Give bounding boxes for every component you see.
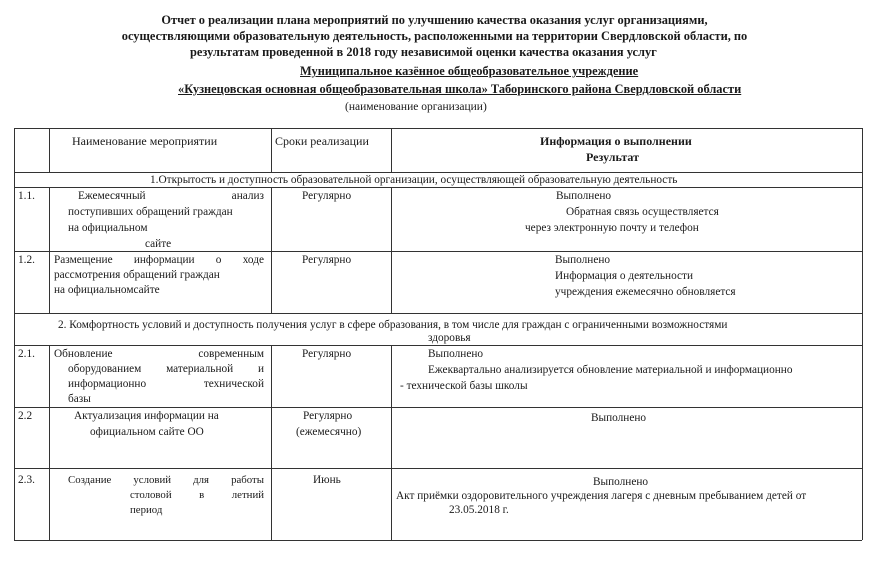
- section-heading: 2. Комфортность условий и доступность получения услуг в сфере образования, в том числе для граждан с ограниченными возможностями: [58, 319, 728, 331]
- table-line: [14, 251, 862, 252]
- event-text: Обновление современным: [54, 348, 264, 360]
- event-text: поступивших обращений граждан: [68, 206, 233, 218]
- column-header-info: Информация о выполнении: [540, 134, 692, 148]
- table-line: [49, 128, 50, 172]
- info-text: - технической базы школы: [400, 380, 528, 392]
- section-heading: здоровья: [428, 332, 471, 344]
- organization-name-line-2: «Кузнецовская основная общеобразовательная школа» Таборинского района Свердловской области: [178, 82, 742, 96]
- deadline-text: Регулярно: [302, 254, 352, 266]
- event-text: оборудованием материальной и: [68, 363, 264, 375]
- table-line: [49, 345, 50, 540]
- column-header-event: Наименование мероприятии: [72, 134, 218, 148]
- table-border-bottom: [14, 540, 862, 541]
- organization-name-line-1: Муниципальное казённое общеобразовательное учреждение: [300, 64, 639, 78]
- report-title-line-2: осуществляющими образовательную деятельность, расположенными на территории Свердловской области, по: [121, 29, 748, 43]
- info-text: Ежеквартально анализируется обновление материальной и информационно: [428, 364, 793, 376]
- info-text: 23.05.2018 г.: [449, 504, 509, 516]
- deadline-text: Регулярно: [303, 410, 353, 422]
- row-number: 2.1.: [18, 348, 35, 360]
- report-title-line-1: Отчет о реализации плана мероприятий по улучшению качества оказания услуг организациями,: [161, 13, 708, 27]
- table-border-top: [14, 128, 862, 129]
- event-text: официальном сайте ОО: [90, 426, 204, 438]
- section-heading: 1.Открытость и доступность образовательной организации, осуществляющей образовательную деятельность: [150, 174, 678, 186]
- info-text: Выполнено: [593, 476, 649, 488]
- event-text: Создание условий для работы: [68, 474, 264, 486]
- table-line: [14, 313, 862, 314]
- table-line: [391, 345, 392, 540]
- info-text: Выполнено: [591, 412, 647, 424]
- event-text: Ежемесячный анализ: [78, 190, 264, 202]
- event-text: столовой в летний: [130, 489, 264, 501]
- table-line: [49, 187, 50, 313]
- info-text: Обратная связь осуществляется: [566, 206, 719, 218]
- event-text: на официальном: [68, 222, 148, 234]
- organization-name-note: (наименование организации): [345, 101, 487, 113]
- column-header-deadline: Сроки реализации: [275, 134, 369, 148]
- deadline-text: Регулярно: [302, 348, 352, 360]
- table-line: [271, 345, 272, 540]
- event-text: период: [130, 504, 163, 516]
- table-line: [14, 407, 862, 408]
- column-header-result: Результат: [586, 150, 640, 164]
- event-text: информационно технической: [68, 378, 264, 390]
- table-line: [391, 128, 392, 172]
- table-line: [391, 187, 392, 313]
- info-text: Информация о деятельности: [555, 270, 693, 282]
- row-number: 1.2.: [18, 254, 35, 266]
- report-title-line-3: результатам проведенной в 2018 году независимой оценки качества оказания услуг: [190, 45, 657, 59]
- info-text: Акт приёмки оздоровительного учреждения лагеря с дневным пребыванием детей от: [396, 490, 807, 502]
- row-number: 2.2: [18, 410, 33, 422]
- row-number: 2.3.: [18, 474, 35, 486]
- table-border-right: [862, 128, 863, 540]
- deadline-text: Июнь: [313, 474, 341, 486]
- event-text: рассмотрения обращений граждан: [54, 269, 220, 281]
- row-number: 1.1.: [18, 190, 35, 202]
- event-text: Актуализация информации на: [74, 410, 219, 422]
- info-text: учреждения ежемесячно обновляется: [555, 286, 736, 298]
- info-text: Выполнено: [556, 190, 612, 202]
- event-text: Размещение информации о ходе: [54, 254, 264, 266]
- info-text: через электронную почту и телефон: [525, 222, 699, 234]
- table-line: [14, 468, 862, 469]
- event-text: на официальномсайте: [54, 284, 160, 296]
- table-line: [271, 128, 272, 172]
- deadline-text: (ежемесячно): [296, 426, 362, 438]
- table-border-left: [14, 128, 15, 540]
- info-text: Выполнено: [555, 254, 611, 266]
- event-text: сайте: [145, 238, 172, 250]
- event-text: базы: [68, 393, 91, 405]
- deadline-text: Регулярно: [302, 190, 352, 202]
- table-line: [271, 187, 272, 313]
- info-text: Выполнено: [428, 348, 484, 360]
